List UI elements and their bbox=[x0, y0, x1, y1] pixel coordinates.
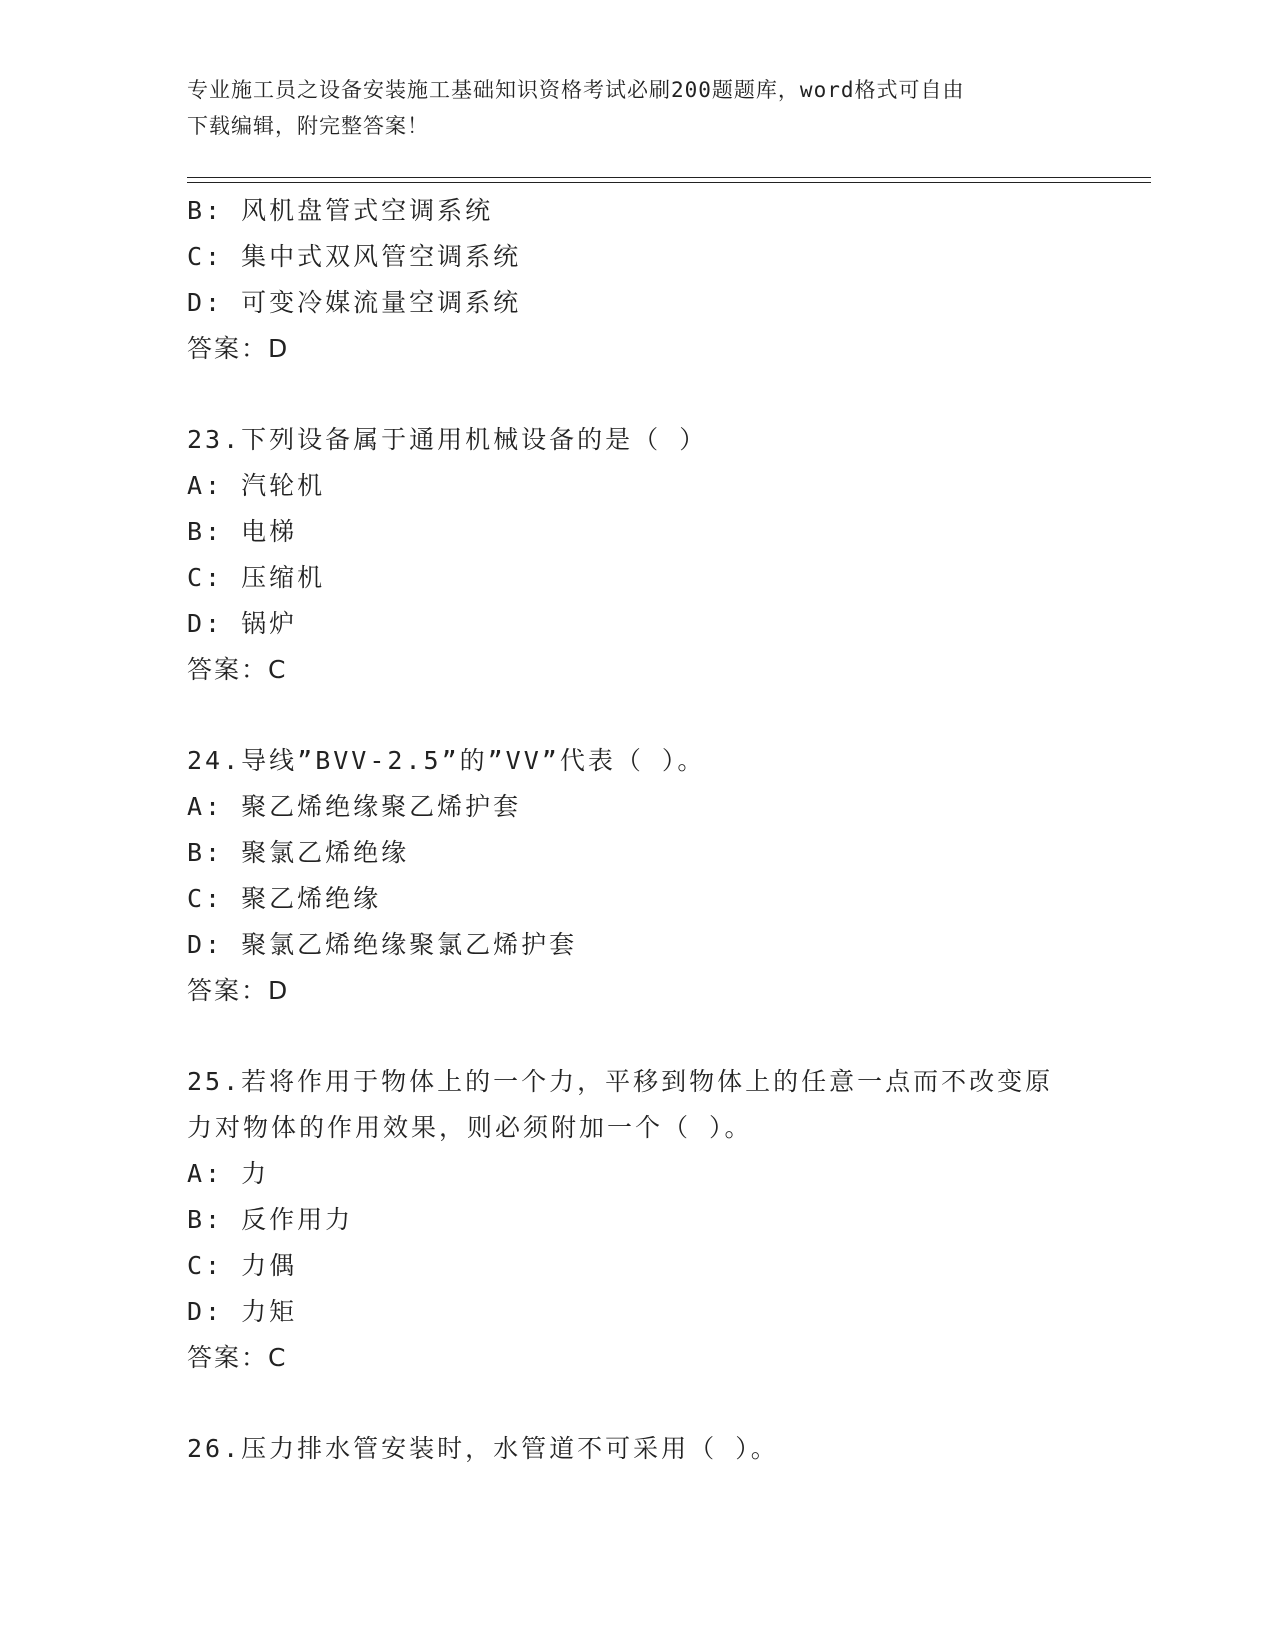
answer-line: 答案：D bbox=[187, 334, 290, 363]
header-line-1: 专业施工员之设备安装施工基础知识资格考试必刷200题题库，word格式可自由 bbox=[187, 78, 965, 102]
option-a: A: 力 bbox=[187, 1159, 270, 1188]
question-22-tail bbox=[187, 188, 1087, 372]
question-text-line-1: 25.若将作用于物体上的一个力，平移到物体上的任意一点而不改变原 bbox=[187, 1067, 1054, 1096]
spacer bbox=[187, 1014, 1087, 1059]
answer-line: 答案：C bbox=[187, 1343, 288, 1372]
header-rule-top bbox=[187, 177, 1151, 178]
option-d: D: 可变冷媒流量空调系统 bbox=[187, 288, 522, 317]
spacer bbox=[187, 1381, 1087, 1426]
document-header bbox=[187, 72, 1087, 144]
header-line-2: 下载编辑，附完整答案！ bbox=[187, 114, 429, 138]
answer-line: 答案：D bbox=[187, 976, 290, 1005]
question-text: 23.下列设备属于通用机械设备的是（ ） bbox=[187, 425, 708, 454]
option-a: A: 聚乙烯绝缘聚乙烯护套 bbox=[187, 792, 522, 821]
question-list bbox=[187, 188, 1087, 1472]
answer-line: 答案：C bbox=[187, 655, 288, 684]
option-b: B: 风机盘管式空调系统 bbox=[187, 196, 494, 225]
question-23 bbox=[187, 417, 1087, 693]
option-b: B: 电梯 bbox=[187, 517, 298, 546]
option-d: D: 聚氯乙烯绝缘聚氯乙烯护套 bbox=[187, 930, 578, 959]
question-25 bbox=[187, 1059, 1087, 1381]
question-text: 26.压力排水管安装时，水管道不可采用（ ）。 bbox=[187, 1434, 779, 1463]
option-d: D: 力矩 bbox=[187, 1297, 298, 1326]
question-26 bbox=[187, 1426, 1087, 1472]
option-c: C: 力偶 bbox=[187, 1251, 298, 1280]
question-text: 24.导线”BVV-2.5”的”VV”代表（ ）。 bbox=[187, 746, 706, 775]
option-c: C: 压缩机 bbox=[187, 563, 326, 592]
question-text-line-2: 力对物体的作用效果，则必须附加一个（ ）。 bbox=[187, 1113, 753, 1142]
option-c: C: 聚乙烯绝缘 bbox=[187, 884, 382, 913]
spacer bbox=[187, 372, 1087, 417]
question-24 bbox=[187, 738, 1087, 1014]
header-rule-bottom bbox=[187, 182, 1151, 183]
option-c: C: 集中式双风管空调系统 bbox=[187, 242, 522, 271]
spacer bbox=[187, 693, 1087, 738]
option-b: B: 反作用力 bbox=[187, 1205, 354, 1234]
option-b: B: 聚氯乙烯绝缘 bbox=[187, 838, 410, 867]
option-d: D: 锅炉 bbox=[187, 609, 298, 638]
option-a: A: 汽轮机 bbox=[187, 471, 326, 500]
